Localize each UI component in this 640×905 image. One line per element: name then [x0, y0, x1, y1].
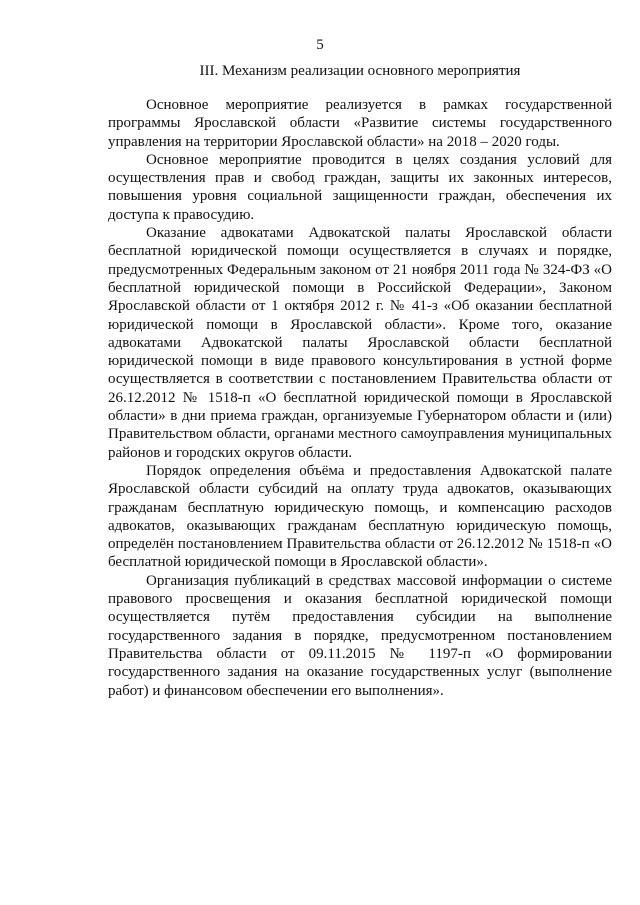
paragraph-5: Организация публикаций в средствах массовой информации о системе правового просвещения и оказания бесплатной юридической помощи осуществляется путём предоставления субсидии на выполнение государственного задания в порядке, предусмотренном постановлением Правительства области от 09.11.2015 № 1197-п «О формировании государственного задания на оказание государственных услуг (выполнение работ) и финансовом обеспечении его выполнения».: [108, 572, 612, 699]
paragraph-4: Порядок определения объёма и предоставления Адвокатской палате Ярославской области субсидий на оплату труда адвокатов, оказывающих гражданам бесплатную юридическую помощь, и компенсацию расходов адвокатов, оказывающих гражданам бесплатную юридическую помощь, определён постановлением Правительства области от 26.12.2012 № 1518-п «О бесплатной юридической помощи в Ярославской области».: [108, 462, 612, 571]
paragraph-1: Основное мероприятие реализуется в рамках государственной программы Ярославской области «Развитие системы государственного управления на территории Ярославской области» на 2018 – 2020 годы.: [108, 97, 612, 150]
section-title: III. Механизм реализации основного мероприятия: [199, 63, 521, 79]
document-body: [108, 96, 612, 700]
paragraph-3: Оказание адвокатами Адвокатской палаты Ярославской области бесплатной юридической помощи осуществляется в случаях и порядке, предусмотренных Федеральным законом от 21 ноября 2011 года № 324-ФЗ «О бесплатной юридической помощи в Российской Федерации», Законом Ярославской области от 1 октября 2012 г. № 41-з «Об оказании бесплатной юридической помощи в Ярославской области». Кроме того, оказание адвокатами Адвокатской палаты Ярославской области бесплатной юридической помощи в виде правового консультирования в устной форме осуществляется в соответствии с постановлением Правительства области от 26.12.2012 № 1518-п «О бесплатной юридической помощи в Ярославской области» в дни приема граждан, организуемые Губернатором области и (или) Правительством области, органами местного самоуправления муниципальных районов и городских округов области.: [108, 225, 612, 461]
paragraph-2: Основное мероприятие проводится в целях создания условий для осуществления прав и свобод граждан, защиты их законных интересов, повышения уровня социальной защищенности граждан, обеспечения их доступа к правосудию.: [108, 151, 612, 223]
page-number: 5: [316, 37, 324, 53]
